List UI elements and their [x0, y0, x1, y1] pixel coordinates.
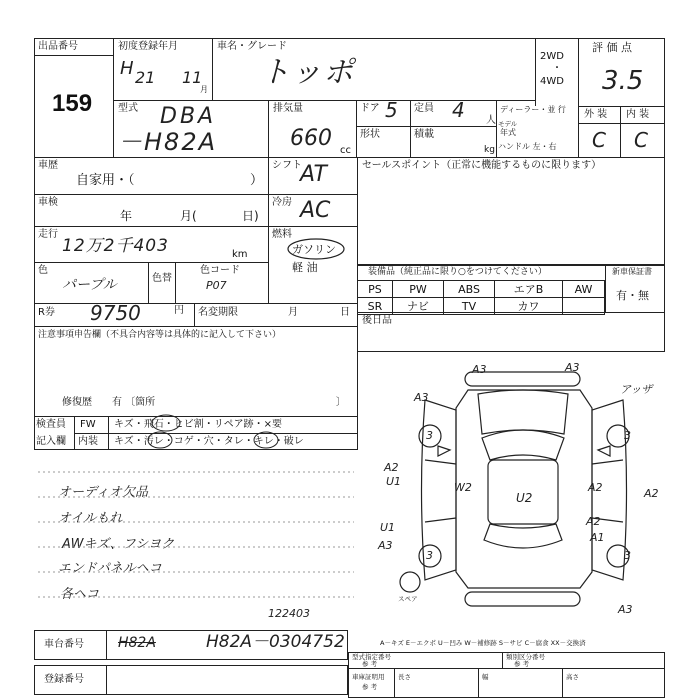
lot-label: 出品番号	[38, 41, 78, 52]
mark-3-front-left-wheel: 3	[426, 429, 433, 442]
fuel-option-gasoline: ガソリン	[292, 243, 336, 256]
displacement-label: 排気量	[273, 103, 303, 114]
inspection-label: 車検	[38, 197, 58, 208]
recorder-interior: 内装	[78, 436, 98, 447]
color-change-label: 色替	[152, 273, 172, 284]
color-label: 色	[38, 265, 48, 276]
note-line-5: 各ヘコ	[60, 587, 100, 602]
car-history-close: ）	[250, 173, 264, 188]
equipment-leather: カワ	[495, 298, 563, 315]
first-reg-label: 初度登録年月	[118, 41, 178, 52]
equipment-tv: TV	[444, 298, 495, 315]
category-reference: 参 考	[514, 660, 530, 668]
mileage-value: 12万2千403	[62, 236, 169, 256]
handle-label: ハンドル 左・右	[498, 142, 557, 151]
exterior-grade: C	[592, 128, 606, 152]
chassis-value: H82A－0304752	[206, 632, 345, 652]
mileage-note: 122403	[268, 607, 310, 620]
inspection-year: 年	[120, 209, 133, 223]
inspector-fw: FW	[80, 419, 96, 430]
rear-items-frame	[357, 312, 665, 352]
model-cert-reference: 参 考	[362, 660, 378, 668]
mark-a3-front-right: A3	[565, 361, 580, 374]
capacity-unit: 人	[486, 115, 496, 126]
mileage-unit: km	[232, 249, 248, 260]
dealer-label: ディーラー・並 行	[500, 105, 566, 114]
name-grade-label: 車名・グレード	[217, 41, 287, 52]
shift-label: シフト	[272, 160, 302, 171]
interior-grade: C	[634, 128, 648, 152]
height-label: 高さ	[566, 673, 579, 681]
length-label: 長さ	[398, 673, 411, 681]
sales-point-label: セールスポイント（正常に機能するものに限ります）	[362, 160, 602, 171]
color-code-label: 色コード	[200, 265, 240, 276]
equipment-ps: PS	[358, 281, 393, 298]
fuel-circle-mark	[286, 238, 346, 260]
model-line2: －H82A	[118, 128, 218, 156]
doors-label: ドア	[360, 103, 380, 114]
first-reg-era: H	[120, 58, 134, 79]
category-label: 類別区分番号	[506, 653, 545, 661]
sales-point-frame	[357, 157, 665, 265]
color-value: パープル	[62, 277, 117, 293]
equipment-sr: SR	[358, 298, 393, 315]
mark-u1-rear-left: U1	[380, 521, 396, 534]
inspector-label: 検査員	[36, 419, 66, 430]
first-reg-year: 21	[135, 68, 156, 87]
inspection-month: 月(	[180, 209, 197, 223]
warranty-label: 新車保証書	[612, 267, 652, 276]
rating-value: 3.5	[602, 66, 644, 96]
mark-u2-roof: U2	[516, 491, 533, 505]
displacement-value: 660	[290, 126, 332, 151]
fuel-label: 燃料	[272, 229, 292, 240]
chassis-label: 車台番号	[44, 639, 84, 650]
mileage-label: 走行	[38, 229, 58, 240]
mark-a2-right-outer: A2	[644, 487, 659, 500]
equipment-pw: PW	[392, 281, 443, 298]
car-name: トッポ	[260, 55, 356, 90]
registration-label: 登録番号	[44, 674, 84, 685]
chassis-crossed-out: H82A	[118, 635, 156, 651]
equipment-airbag: エアB	[495, 281, 563, 298]
first-reg-month: 11	[182, 68, 203, 87]
drive-2wd-option: 2WD	[540, 51, 564, 62]
drive-4wd-option: 4WD	[540, 76, 564, 87]
equipment-aw: AW	[563, 281, 605, 298]
model-cert-label: 型式指定番号	[352, 653, 391, 661]
mark-a3-rear-left: A3	[378, 539, 393, 552]
lot-number: 159	[52, 90, 93, 117]
capacity-label: 定員	[414, 103, 434, 114]
repair-label: 修復歴	[62, 397, 92, 408]
recycle-unit: 円	[174, 305, 184, 316]
equipment-table	[357, 280, 605, 315]
recorder-label: 記入欄	[36, 436, 66, 447]
declaration-label: 注意事項申告欄（不具合内容等は具体的に記入して下さい）	[38, 330, 282, 340]
car-history-label: 車歴	[38, 160, 58, 171]
model-line1: DBA	[160, 104, 217, 129]
inspector-items: キズ・飛石・ヒビ割・リペア跡・×要	[114, 419, 282, 430]
note-line-1: オーディオ欠品	[58, 485, 148, 500]
mark-a2-left: A2	[384, 461, 399, 474]
mark-3-rear-left-wheel: 3	[426, 549, 433, 562]
note-line-2: オイルもれ	[58, 511, 123, 526]
width-label: 幅	[482, 673, 489, 681]
note-line-4: エンドパネルヘコ	[58, 561, 162, 576]
capacity-value: 4	[452, 98, 465, 122]
month-unit: 月	[200, 85, 208, 94]
equipment-navi: ナビ	[392, 298, 443, 315]
mark-a1-right: A1	[590, 531, 605, 544]
mark-3-front-right-wheel: 3	[624, 429, 631, 442]
ac-value: AC	[300, 198, 331, 223]
car-history-value: 自家用・（	[76, 173, 135, 188]
fuel-option-diesel: 軽 油	[292, 261, 318, 274]
mark-a3-rear-right: A3	[618, 603, 633, 616]
mark-a3-front-bumper: A3	[472, 363, 487, 376]
name-change-label: 名変期限	[198, 307, 238, 318]
year-label: 年式	[500, 128, 516, 137]
displacement-unit: cc	[340, 145, 351, 156]
equipment-title: 装備品（純正品に限り○をつけてください）	[368, 267, 547, 277]
recycle-value: 9750	[90, 301, 141, 325]
model-year-label: モデル	[498, 120, 518, 128]
equipment-abs: ABS	[444, 281, 495, 298]
note-dotted-lines	[34, 450, 358, 620]
rear-items-label: 後日品	[362, 315, 392, 326]
mark-atsuza: アッザ	[620, 383, 653, 396]
inspection-day: 日)	[242, 209, 259, 223]
name-change-day: 日	[340, 307, 350, 318]
mark-a2-right-door: A2	[588, 481, 603, 494]
interior-label: 内 装	[626, 109, 650, 120]
mark-w2-left: W2	[454, 481, 472, 494]
drive-separator: ・	[552, 63, 562, 74]
ac-label: 冷房	[272, 197, 292, 208]
repair-value: 有 〔箇所	[112, 397, 156, 408]
vehicle-cert-reference: 参 考	[362, 683, 378, 691]
load-label: 積載	[414, 129, 434, 140]
mark-a2-right-rear: A2	[586, 515, 601, 528]
doors-value: 5	[385, 98, 398, 122]
damage-legend: A－キズ E－エクボ U－凹み W－補修跡 S－サビ C－腐食 XX－交換済	[380, 639, 586, 647]
rating-label: 評 価 点	[592, 41, 632, 54]
name-change-month: 月	[288, 307, 298, 318]
recorder-items: キズ・汚レ・コゲ・穴・タレ・キレ・破レ	[114, 436, 304, 447]
color-code-value: P07	[206, 279, 227, 292]
warranty-value: 有・無	[616, 289, 649, 302]
mark-3-rear-right-wheel: 3	[624, 549, 631, 562]
note-line-3: AWキズ、フシヨク	[62, 537, 175, 552]
recycle-label: R券	[38, 307, 55, 318]
inspection-circle-marks	[140, 412, 300, 452]
model-label: 型式	[118, 103, 138, 114]
load-unit: kg	[484, 145, 495, 155]
shape-label: 形状	[360, 129, 380, 140]
mark-a3-front-left: A3	[414, 391, 429, 404]
spare-label: スペア	[398, 595, 418, 603]
shift-value: AT	[300, 162, 327, 187]
exterior-label: 外 装	[584, 109, 608, 120]
repair-close: 〕	[336, 397, 346, 408]
vehicle-cert-label: 車庫証明用	[352, 673, 385, 681]
mark-u1-left: U1	[386, 475, 402, 488]
